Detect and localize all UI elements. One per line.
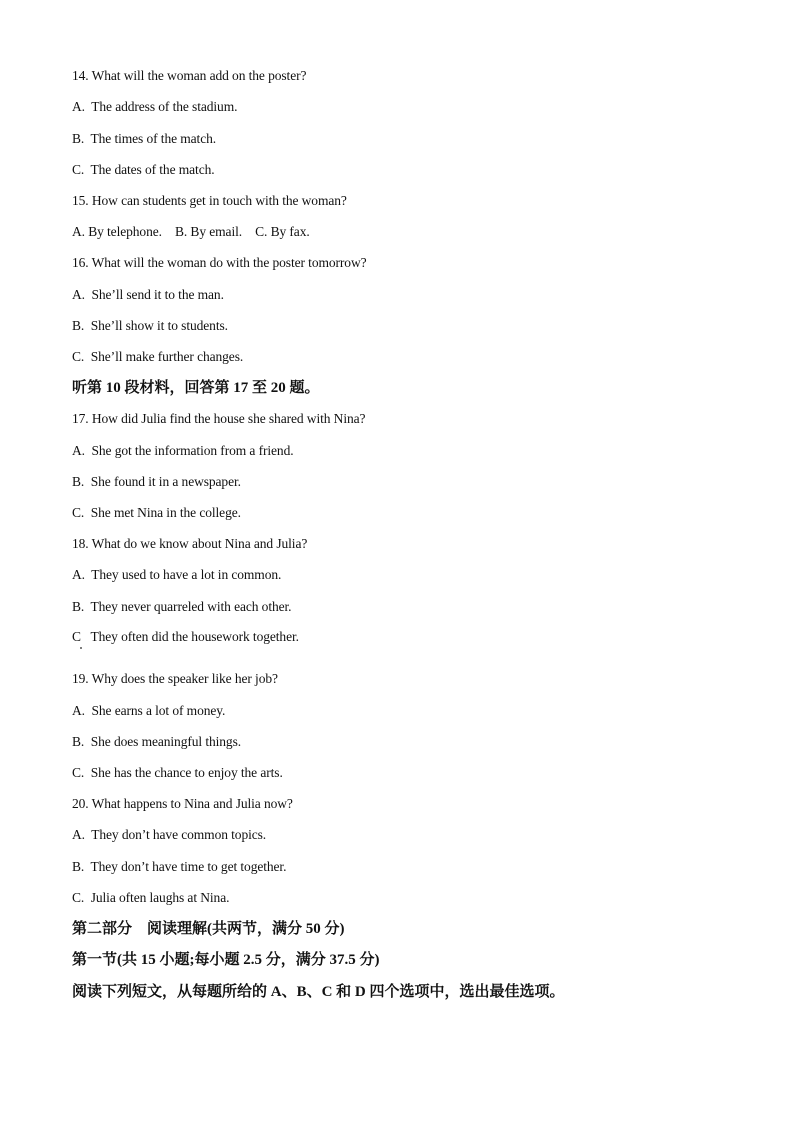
stray-dot-mark [80, 647, 82, 649]
q17-option-c: C. She met Nina in the college. [72, 505, 241, 520]
q14-option-c: C. The dates of the match. [72, 162, 215, 177]
q17-option-a: A. She got the information from a friend. [72, 443, 294, 458]
question-14-text: 14. What will the woman add on the poster? [72, 68, 307, 83]
q19-option-a: A. She earns a lot of money. [72, 703, 226, 718]
q16-option-a: A. She’ll send it to the man. [72, 287, 224, 302]
q19-option-c: C. She has the chance to enjoy the arts. [72, 765, 283, 780]
q15-options: A. By telephone. B. By email. C. By fax. [72, 224, 310, 239]
q14-option-b: B. The times of the match. [72, 131, 217, 146]
q18-option-c: C They often did the housework together. [72, 629, 299, 644]
question-15-text: 15. How can students get in touch with the woman? [72, 193, 347, 208]
q18-option-a: A. They used to have a lot in common. [72, 567, 282, 582]
question-20-text: 20. What happens to Nina and Julia now? [72, 796, 293, 811]
q19-option-b: B. She does meaningful things. [72, 734, 242, 749]
q17-option-b: B. She found it in a newspaper. [72, 474, 241, 489]
question-19-text: 19. Why does the speaker like her job? [72, 671, 278, 686]
q16-option-b: B. She’ll show it to students. [72, 318, 228, 333]
q20-option-b: B. They don’t have time to get together. [72, 859, 287, 874]
q20-option-a: A. They don’t have common topics. [72, 827, 267, 842]
part-two-heading: 第二部分 阅读理解(共两节，满分 50 分) [72, 921, 345, 937]
question-16-text: 16. What will the woman do with the poster tomorrow? [72, 255, 367, 270]
question-17-text: 17. How did Julia find the house she shared with Nina? [72, 411, 366, 426]
question-18-text: 18. What do we know about Nina and Julia? [72, 536, 308, 551]
section-heading-10: 听第 10 段材料，回答第 17 至 20 题。 [72, 380, 320, 396]
q18-option-b: B. They never quarreled with each other. [72, 599, 292, 614]
q16-option-c: C. She’ll make further changes. [72, 349, 244, 364]
reading-instructions: 阅读下列短文，从每题所给的 A、B、C 和 D 四个选项中，选出最佳选项。 [72, 984, 565, 1000]
section-one-heading: 第一节(共 15 小题;每小题 2.5 分，满分 37.5 分) [72, 952, 380, 968]
q20-option-c: C. Julia often laughs at Nina. [72, 890, 230, 905]
q14-option-a: A. The address of the stadium. [72, 99, 238, 114]
